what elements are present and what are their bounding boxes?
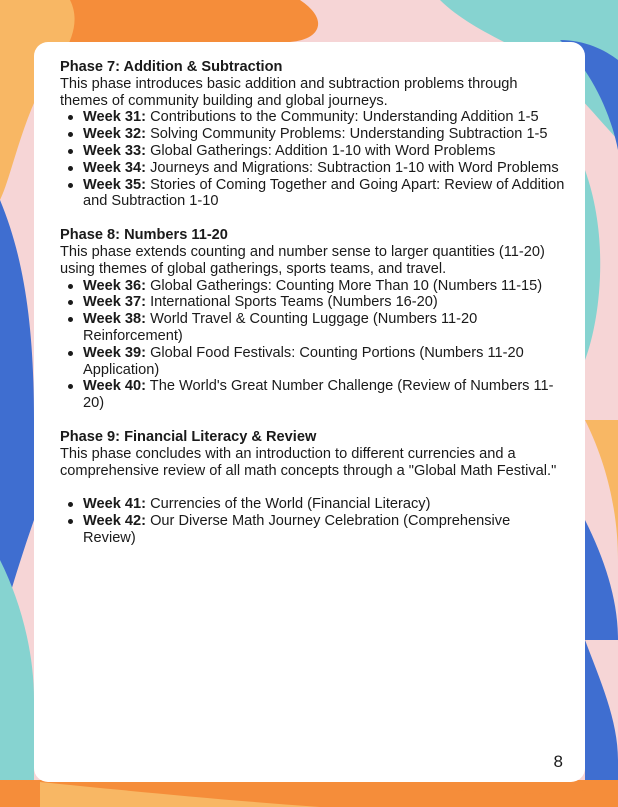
week-list xyxy=(60,109,565,210)
week-item xyxy=(83,496,565,513)
phase-description: This phase introduces basic addition and subtraction problems through themes of community building and global journeys. xyxy=(60,75,518,109)
week-text: Global Gatherings: Counting More Than 10 (Numbers 11-15) xyxy=(146,277,543,294)
week-text: Global Food Festivals: Counting Portions (Numbers 11-20 Application) xyxy=(83,344,524,378)
week-item xyxy=(83,378,565,412)
week-text: Contributions to the Community: Understanding Addition 1-5 xyxy=(146,109,539,126)
week-item xyxy=(83,177,565,211)
week-item xyxy=(83,109,565,126)
week-list xyxy=(60,278,565,412)
week-text: International Sports Teams (Numbers 16-20) xyxy=(146,294,438,311)
week-label: Week 38: xyxy=(83,311,147,328)
section-spacer xyxy=(60,210,565,227)
phase-9-section xyxy=(60,429,565,547)
week-label: Week 36: xyxy=(83,277,147,294)
week-item xyxy=(83,160,565,177)
week-label: Week 39: xyxy=(83,344,147,361)
phase-title: Phase 8: Numbers 11-20 xyxy=(60,227,228,244)
week-label: Week 40: xyxy=(83,378,147,395)
week-text: Global Gatherings: Addition 1-10 with Word Problems xyxy=(146,142,496,159)
phase-description: This phase extends counting and number sense to larger quantities (11-20) using themes of global gatherings, sports teams, and travel. xyxy=(60,243,545,277)
section-spacer xyxy=(60,412,565,429)
week-text: The World's Great Number Challenge (Review of Numbers 11-20) xyxy=(83,378,554,412)
week-item xyxy=(83,126,565,143)
phase-title: Phase 9: Financial Literacy & Review xyxy=(60,428,317,445)
week-text: Currencies of the World (Financial Literacy) xyxy=(146,496,431,513)
week-text: Our Diverse Math Journey Celebration (Comprehensive Review) xyxy=(83,513,511,546)
phase-title: Phase 7: Addition & Subtraction xyxy=(60,59,283,75)
week-item xyxy=(83,345,565,379)
page-number: 8 xyxy=(553,752,563,771)
week-item xyxy=(83,513,565,547)
list-spacer xyxy=(60,479,565,496)
week-text: Journeys and Migrations: Subtraction 1-10 with Word Problems xyxy=(146,159,559,176)
phase-8-section xyxy=(60,227,565,412)
week-text: Solving Community Problems: Understanding Subtraction 1-5 xyxy=(146,126,548,143)
week-label: Week 35: xyxy=(83,176,147,193)
week-text: World Travel & Counting Luggage (Numbers 11-20 Reinforcement) xyxy=(83,311,478,344)
week-label: Week 33: xyxy=(83,142,147,159)
week-label: Week 31: xyxy=(83,109,147,126)
week-label: Week 41: xyxy=(83,496,147,513)
week-list xyxy=(60,496,565,546)
week-item xyxy=(83,278,565,295)
phase-description: This phase concludes with an introduction to different currencies and a comprehensive review of all math concepts through a "Global Math Festival." xyxy=(60,445,557,479)
phase-7-section xyxy=(60,59,565,210)
week-item xyxy=(83,143,565,160)
week-label: Week 42: xyxy=(83,513,147,530)
week-label: Week 37: xyxy=(83,294,147,311)
week-item xyxy=(83,294,565,311)
week-text: Stories of Coming Together and Going Apart: Review of Addition and Subtraction 1-10 xyxy=(83,176,565,210)
week-item xyxy=(83,311,565,345)
week-label: Week 34: xyxy=(83,159,147,176)
curriculum-content xyxy=(60,59,565,547)
week-label: Week 32: xyxy=(83,126,147,143)
content-card xyxy=(34,42,585,782)
